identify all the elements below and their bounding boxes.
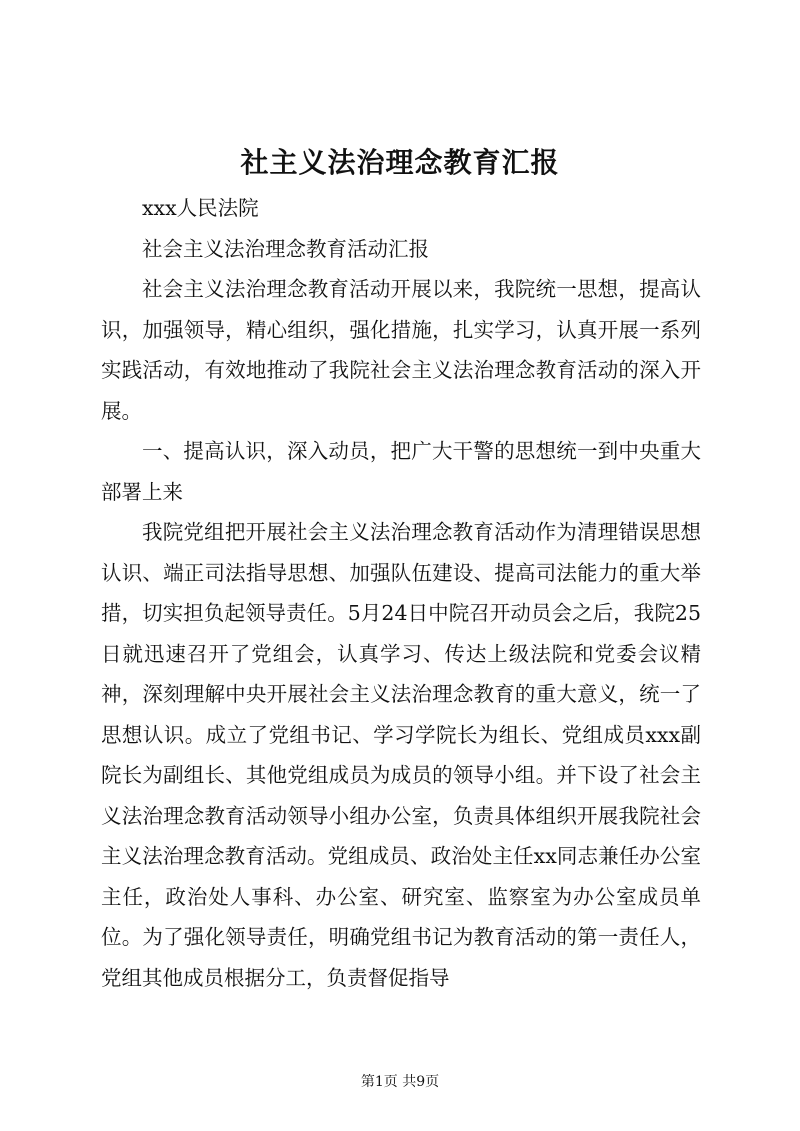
- court-name-paragraph: xxx人民法院: [142, 196, 259, 220]
- section-heading-1: 一、提高认识，深入动员，把广大干警的思想统一到中央重大部署上来: [101, 439, 701, 504]
- page-number-footer: 第1页 共9页: [360, 1074, 440, 1090]
- document-body: [101, 188, 701, 998]
- section-1-body-paragraph: 我院党组把开展社会主义法治理念教育活动作为清理错误思想认识、端正司法指导思想、加强队伍建设、提高司法能力的重大举措，切实担负起领导责任。5月24日中院召开动员会之后，我院25日就迅速召开了党组会，认真学习、传达上级法院和党委会议精神，深刻理解中央开展社会主义法治理念教育的重大意义，统一了思想认识。成立了党组书记、学习学院长为组长、党组成员xxx副院长为副组长、其他党组成员为成员的领导小组。并下设了社会主义法治理念教育活动领导小组办公室，负责具体组织开展我院社会主义法治理念教育活动。党组成员、政治处主任xx同志兼任办公室主任，政治处人事科、办公室、研究室、监察室为办公室成员单位。为了强化领导责任，明确党组书记为教育活动的第一责任人，党组其他成员根据分工，负责督促指导: [101, 520, 701, 990]
- report-subtitle-paragraph: 社会主义法治理念教育活动汇报: [142, 236, 429, 261]
- document-title: 社主义法治理念教育汇报: [240, 146, 560, 179]
- intro-paragraph: 社会主义法治理念教育活动开展以来，我院统一思想，提高认识，加强领导，精心组织，强化措施，扎实学习，认真开展一系列实践活动，有效地推动了我院社会主义法治理念教育活动的深入开展。: [101, 277, 701, 423]
